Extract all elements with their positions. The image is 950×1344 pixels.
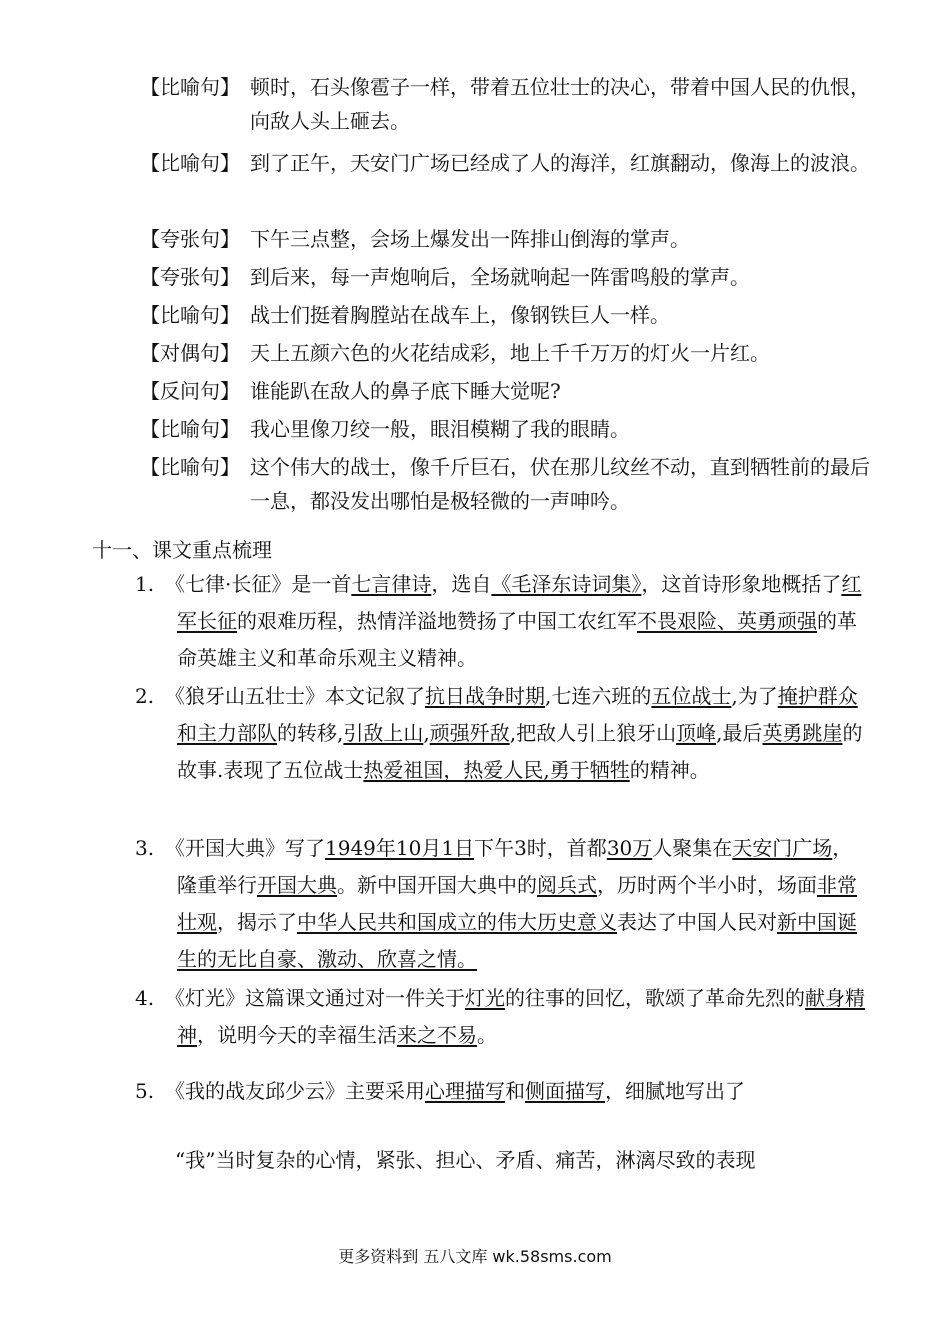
text-segment: ，选自 <box>431 572 492 596</box>
text-segment: 的转移, <box>277 721 344 745</box>
item-number: 4. <box>135 986 155 1010</box>
sentence-type-tag: 【夸张句】 <box>140 265 240 289</box>
section-heading: 十一、课文重点梳理 <box>92 538 272 562</box>
rhetoric-sentence <box>140 450 870 518</box>
text-segment: 下午3时，首都 <box>474 836 607 860</box>
item-text <box>165 830 865 978</box>
text-segment: 的艰难历程，热情洋溢地赞扬了中国工农红军 <box>237 609 637 633</box>
text-segment: 。新中国开国大典中的 <box>337 873 537 897</box>
rhetoric-sentence <box>140 298 870 332</box>
text-segment: ，说明今天的幸福生活 <box>197 1023 397 1047</box>
key-point-item <box>135 1073 865 1110</box>
underlined-keyword: 阅兵式 <box>537 873 597 897</box>
sentence-text: 谁能趴在敌人的鼻子底下睡大觉呢? <box>250 379 561 403</box>
underlined-keyword: 掩护群众和主力部队 <box>177 684 858 745</box>
item-text <box>165 566 865 677</box>
text-segment: ，细腻地写出了 <box>605 1079 745 1103</box>
underlined-keyword: 30万 <box>606 836 653 860</box>
text-segment: 《我的战友邱少云》主要采用 <box>165 1079 425 1103</box>
sentence-type-tag: 【比喻句】 <box>140 303 240 327</box>
text-segment: 的往事的回忆，歌颂了革命先烈的 <box>505 986 805 1010</box>
underlined-keyword: 献身精神 <box>177 986 865 1047</box>
sentence-type-tag: 【比喻句】 <box>140 75 240 99</box>
text-segment: ,把敌人引上狼牙山 <box>509 721 677 745</box>
rhetoric-sentence <box>140 336 870 370</box>
text-segment: ，揭示了 <box>217 910 297 934</box>
underlined-keyword: 侧面描写 <box>525 1079 605 1103</box>
footer-watermark: 更多资料到 五八文库 wk.58sms.com <box>338 1247 612 1266</box>
sentence-type-tag: 【对偶句】 <box>140 341 240 365</box>
key-point-item <box>135 566 865 677</box>
sentence-type-tag: 【反问句】 <box>140 379 240 403</box>
sentence-text: 下午三点整，会场上爆发出一阵排山倒海的掌声。 <box>250 227 690 251</box>
key-point-item <box>135 980 865 1054</box>
text-segment: 《狼牙山五壮士》本文记叙了 <box>165 684 425 708</box>
text-segment: , <box>423 721 430 745</box>
underlined-keyword: 非常壮观 <box>177 873 857 934</box>
item-number: 3. <box>135 836 155 860</box>
sentence-type-tag: 【比喻句】 <box>140 417 240 441</box>
underlined-keyword: 中华人民共和国成立的伟大历史意义 <box>297 910 617 934</box>
underlined-keyword: 七言律诗 <box>351 572 432 596</box>
key-point-item <box>135 678 865 789</box>
underlined-keyword: 不畏艰险、英勇顽强 <box>637 609 817 633</box>
underlined-keyword: 顽强歼敌 <box>429 721 510 745</box>
sentence-text: 我心里像刀绞一般，眼泪模糊了我的眼睛。 <box>250 417 630 441</box>
text-segment: 《灯光》这篇课文通过对一件关于 <box>165 986 465 1010</box>
text-segment: 的精神。 <box>629 758 710 782</box>
rhetoric-sentence <box>140 260 870 294</box>
underlined-keyword: 灯光 <box>465 986 505 1010</box>
text-segment: 。 <box>477 1023 497 1047</box>
item-text <box>165 980 865 1054</box>
underlined-keyword: 顶峰 <box>676 721 717 745</box>
text-segment: 《七律·长征》是一首 <box>165 572 352 596</box>
text-segment: 的革命英雄主义和革命乐观主义精神。 <box>177 609 857 670</box>
text-segment: 《开国大典》写了 <box>165 836 325 860</box>
item-number: 5. <box>135 1079 155 1103</box>
item-number: 2. <box>135 684 155 708</box>
text-segment: 表达了中国人民对 <box>617 910 777 934</box>
sentence-type-tag: 【比喻句】 <box>140 151 240 175</box>
underlined-keyword: 抗日战争时期 <box>425 684 545 708</box>
underlined-keyword: 热爱祖国，热爱人民,勇于牺牲 <box>363 758 630 782</box>
item-number: 1. <box>135 572 155 596</box>
sentence-type-tag: 【夸张句】 <box>140 227 240 251</box>
underlined-keyword: 五位战士 <box>651 684 732 708</box>
item-text <box>165 678 865 789</box>
underlined-keyword: 来之不易 <box>397 1023 477 1047</box>
underlined-keyword: 新中国诞生的无比自豪、激动、欣喜之情。 <box>177 910 857 971</box>
underlined-keyword: 引敌上山 <box>343 721 424 745</box>
sentence-text: 到了正午，天安门广场已经成了人的海洋，红旗翻动，像海上的波浪。 <box>250 151 870 175</box>
sentence-text: 顿时，石头像雹子一样，带着五位壮士的决心，带着中国人民的仇恨，向敌人头上砸去。 <box>250 75 870 133</box>
key-point-item <box>135 830 865 978</box>
text-segment: 人聚集在 <box>652 836 733 860</box>
text-segment: ，历时两个半小时，场面 <box>597 873 817 897</box>
text-segment: 的故事.表现了五位战士 <box>177 721 863 782</box>
underlined-keyword: 心理描写 <box>425 1079 505 1103</box>
continuation-text: “我”当时复杂的心情，紧张、担心、矛盾、痛苦，淋漓尽致的表现 <box>175 1148 756 1172</box>
text-segment: ，隆重举行 <box>177 836 853 897</box>
rhetoric-sentence <box>140 70 870 138</box>
underlined-keyword: 英勇跳崖 <box>762 721 843 745</box>
rhetoric-sentence <box>140 374 870 408</box>
item-text <box>165 1073 865 1110</box>
text-segment: ,最后 <box>716 721 763 745</box>
underlined-keyword: 《毛泽东诗词集》 <box>491 572 642 596</box>
underlined-keyword: 开国大典 <box>257 873 337 897</box>
sentence-text: 这个伟大的战士，像千斤巨石，伏在那儿纹丝不动，直到牺牲前的最后一息，都没发出哪怕是极轻微的一声呻吟。 <box>250 455 870 513</box>
text-segment: ,七连六班的 <box>545 684 652 708</box>
underlined-keyword: 天安门广场 <box>732 836 833 860</box>
underlined-keyword: 红军长征 <box>177 572 862 633</box>
sentence-type-tag: 【比喻句】 <box>140 455 240 479</box>
text-segment: 和 <box>505 1079 525 1103</box>
rhetoric-sentence <box>140 222 870 256</box>
sentence-text: 到后来，每一声炮响后，全场就响起一阵雷鸣般的掌声。 <box>250 265 750 289</box>
rhetoric-sentence <box>140 146 870 180</box>
rhetoric-sentence <box>140 412 870 446</box>
sentence-text: 战士们挺着胸膛站在战车上，像钢铁巨人一样。 <box>250 303 670 327</box>
sentence-text: 天上五颜六色的火花结成彩，地上千千万万的灯火一片红。 <box>250 341 770 365</box>
text-segment: ,为了 <box>731 684 778 708</box>
underlined-keyword: 1949年10月1日 <box>325 836 475 860</box>
text-segment: ，这首诗形象地概括了 <box>641 572 842 596</box>
